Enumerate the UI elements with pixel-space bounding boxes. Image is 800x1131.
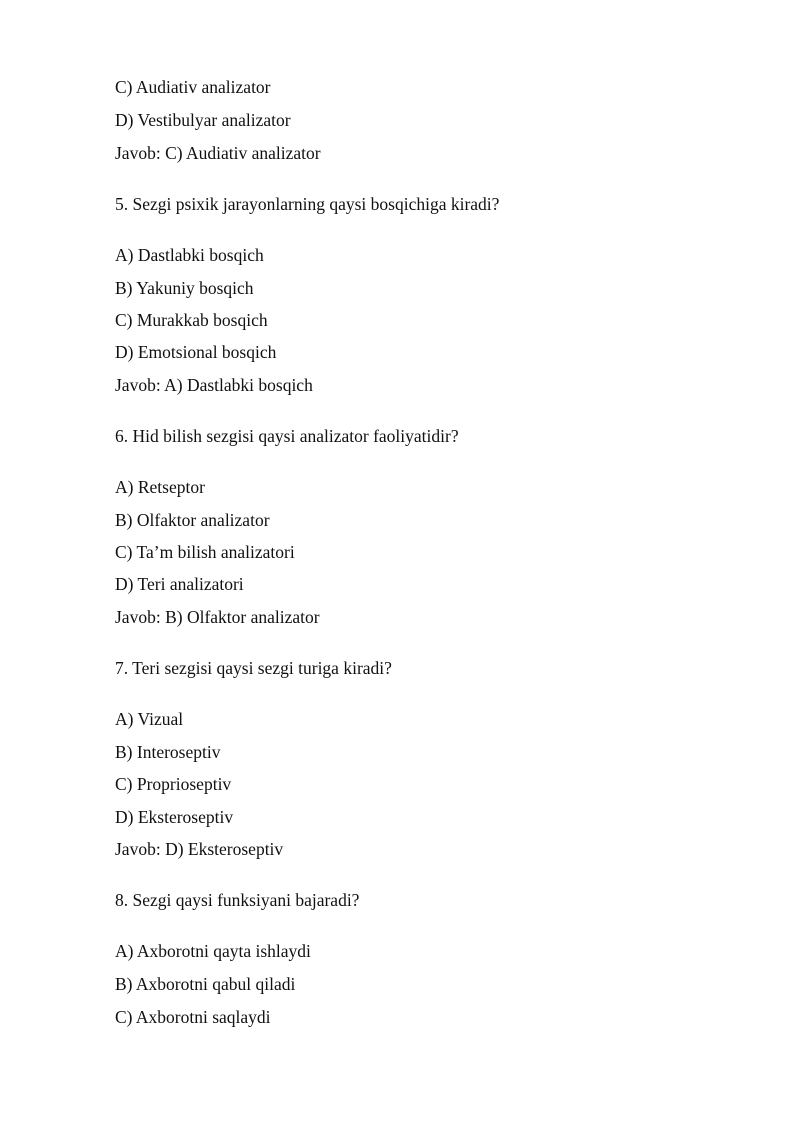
- question-5-option-a: A) Dastlabki bosqich: [115, 245, 264, 265]
- question-7: 7. Teri sezgisi qaysi sezgi turiga kiradi?: [115, 658, 392, 678]
- question-5-option-d: D) Emotsional bosqich: [115, 342, 277, 362]
- question-7-option-b: B) Interoseptiv: [115, 742, 221, 762]
- question-7-option-c: C) Proprioseptiv: [115, 774, 232, 794]
- question-8-option-a: A) Axborotni qayta ishlaydi: [115, 941, 311, 961]
- question-5: 5. Sezgi psixik jarayonlarning qaysi bosqichiga kiradi?: [115, 194, 500, 214]
- option-c-audiativ: C) Audiativ analizator: [115, 77, 271, 97]
- question-6: 6. Hid bilish sezgisi qaysi analizator faoliyatidir?: [115, 426, 459, 446]
- answer-4: Javob: C) Audiativ analizator: [115, 143, 321, 163]
- question-6-option-a: A) Retseptor: [115, 477, 205, 497]
- option-d-vestibulyar: D) Vestibulyar analizator: [115, 110, 291, 130]
- question-6-answer: Javob: B) Olfaktor analizator: [115, 607, 320, 627]
- question-5-option-b: B) Yakuniy bosqich: [115, 278, 254, 298]
- question-7-option-d: D) Eksteroseptiv: [115, 807, 234, 827]
- question-6-option-d: D) Teri analizatori: [115, 574, 244, 594]
- question-8-option-b: B) Axborotni qabul qiladi: [115, 974, 296, 994]
- question-6-option-c: C) Ta’m bilish analizatori: [115, 542, 295, 562]
- question-8-option-c: C) Axborotni saqlaydi: [115, 1007, 271, 1027]
- question-7-option-a: A) Vizual: [115, 709, 184, 729]
- question-7-answer: Javob: D) Eksteroseptiv: [115, 839, 284, 859]
- question-8: 8. Sezgi qaysi funksiyani bajaradi?: [115, 890, 360, 910]
- question-6-option-b: B) Olfaktor analizator: [115, 510, 270, 530]
- question-5-answer: Javob: A) Dastlabki bosqich: [115, 375, 313, 395]
- question-5-option-c: C) Murakkab bosqich: [115, 310, 268, 330]
